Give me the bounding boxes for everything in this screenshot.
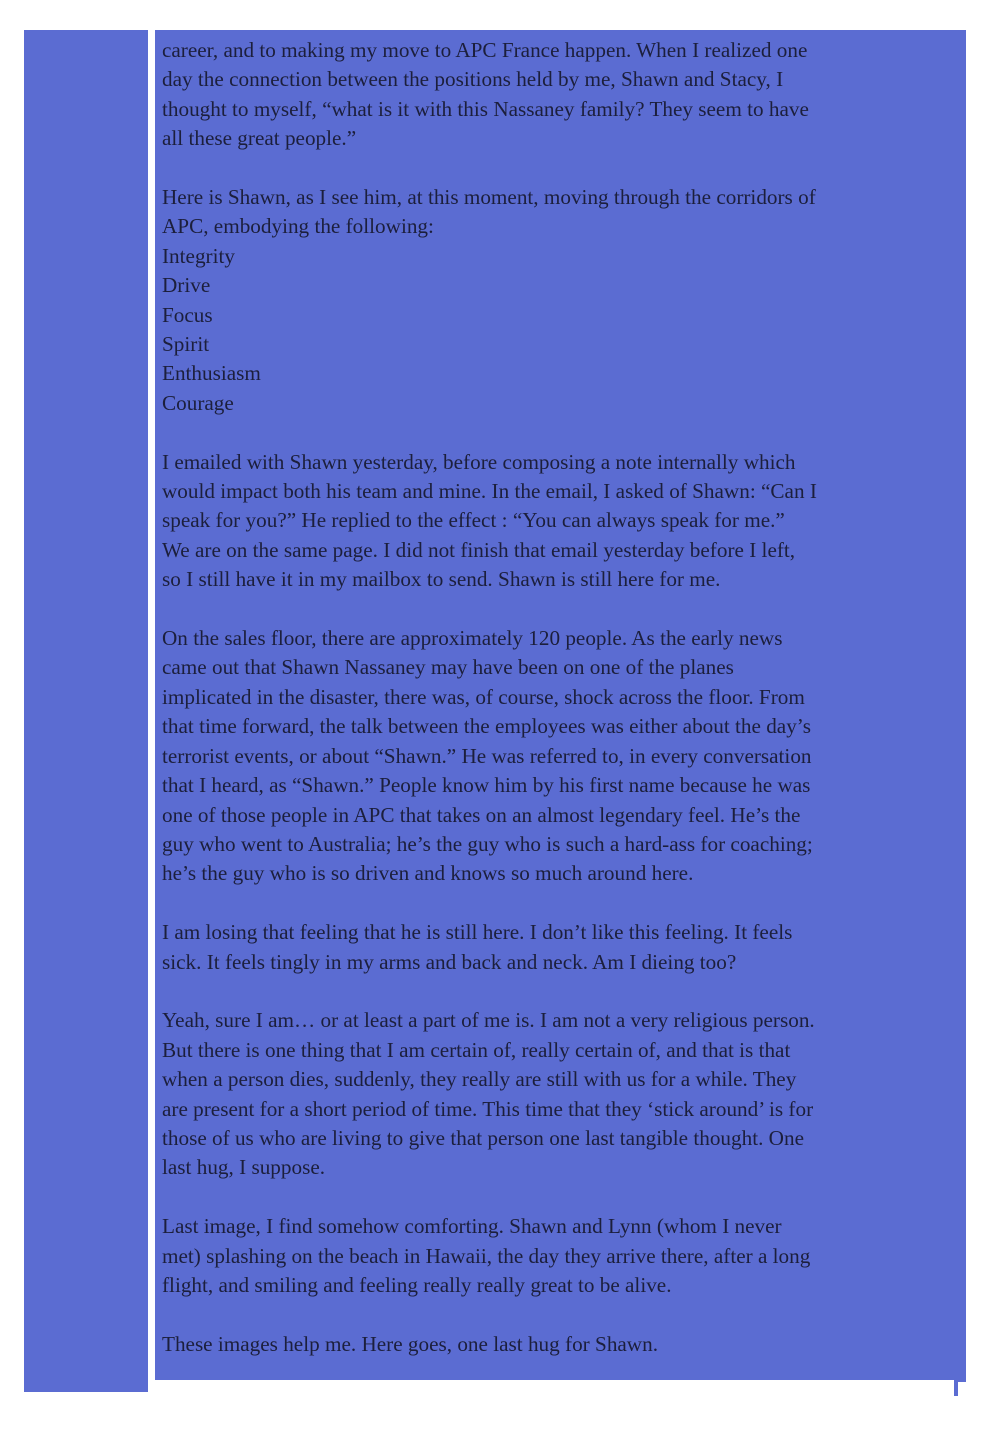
quality-list-item: Spirit (162, 332, 210, 357)
text-line: We are on the same page. I did not finish that email yesterday before I left, (162, 537, 796, 562)
text-line: speak for you?” He replied to the effect : “You can always speak for me.” (162, 508, 785, 533)
text-line: Here is Shawn, as I see him, at this moment, moving through the corridors of (162, 185, 816, 210)
paragraph (162, 1006, 962, 1182)
text-line: Last image, I find somehow comforting. Shawn and Lynn (whom I never (162, 1214, 782, 1239)
paragraph (162, 183, 962, 418)
text-line: Yeah, sure I am… or at least a part of me is. I am not a very religious person. (162, 1008, 815, 1033)
text-line: all these great people.” (162, 126, 357, 151)
text-line: that I heard, as “Shawn.” People know him by his first name because he was (162, 773, 811, 798)
text-line: I am losing that feeling that he is still here. I don’t like this feeling. It feels (162, 920, 793, 945)
text-line: APC, embodying the following: (162, 214, 434, 239)
text-line: last hug, I suppose. (162, 1155, 326, 1180)
text-line: he’s the guy who is so driven and knows so much around here. (162, 861, 694, 886)
text-line: so I still have it in my mailbox to send. Shawn is still here for me. (162, 567, 721, 592)
text-line: when a person dies, suddenly, they really are still with us for a while. They (162, 1067, 797, 1092)
quality-list-item: Focus (162, 302, 213, 327)
text-line: implicated in the disaster, there was, of course, shock across the floor. From (162, 684, 805, 709)
letter-body (162, 36, 962, 1389)
text-line: But there is one thing that I am certain of, really certain of, and that is that (162, 1037, 791, 1062)
paragraph (162, 624, 962, 889)
paragraph (162, 448, 962, 595)
text-line: day the connection between the positions held by me, Shawn and Stacy, I (162, 67, 784, 92)
text-line: met) splashing on the beach in Hawaii, the day they arrive there, after a long (162, 1243, 811, 1268)
text-line: would impact both his team and mine. In the email, I asked of Shawn: “Can I (162, 479, 817, 504)
left-margin-column (24, 30, 148, 1392)
text-line: those of us who are living to give that person one last tangible thought. One (162, 1125, 804, 1150)
text-line: one of those people in APC that takes on an almost legendary feel. He’s the (162, 802, 801, 827)
text-line: thought to myself, “what is it with this Nassaney family? They seem to have (162, 96, 809, 121)
text-line: On the sales floor, there are approximately 120 people. As the early news (162, 626, 783, 651)
paragraph (162, 36, 962, 154)
text-line: I emailed with Shawn yesterday, before composing a note internally which (162, 449, 796, 474)
text-line: came out that Shawn Nassaney may have been on one of the planes (162, 655, 734, 680)
text-line: guy who went to Australia; he’s the guy who is such a hard-ass for coaching; (162, 831, 813, 856)
text-line: These images help me. Here goes, one last hug for Shawn. (162, 1331, 659, 1356)
text-line: terrorist events, or about “Shawn.” He was referred to, in every conversation (162, 743, 812, 768)
text-line: career, and to making my move to APC France happen. When I realized one (162, 38, 808, 62)
quality-list-item: Enthusiasm (162, 361, 261, 386)
quality-list-item: Courage (162, 390, 234, 415)
paragraph (162, 1330, 962, 1359)
text-line: that time forward, the talk between the employees was either about the day’s (162, 714, 811, 739)
paragraph (162, 918, 962, 977)
text-line: sick. It feels tingly in my arms and back and neck. Am I dieing too? (162, 949, 737, 974)
paragraph (162, 1212, 962, 1300)
quality-list-item: Integrity (162, 243, 235, 268)
quality-list-item: Drive (162, 273, 211, 298)
text-line: flight, and smiling and feeling really really great to be alive. (162, 1272, 672, 1297)
text-line: are present for a short period of time. This time that they ‘stick around’ is for (162, 1096, 814, 1121)
